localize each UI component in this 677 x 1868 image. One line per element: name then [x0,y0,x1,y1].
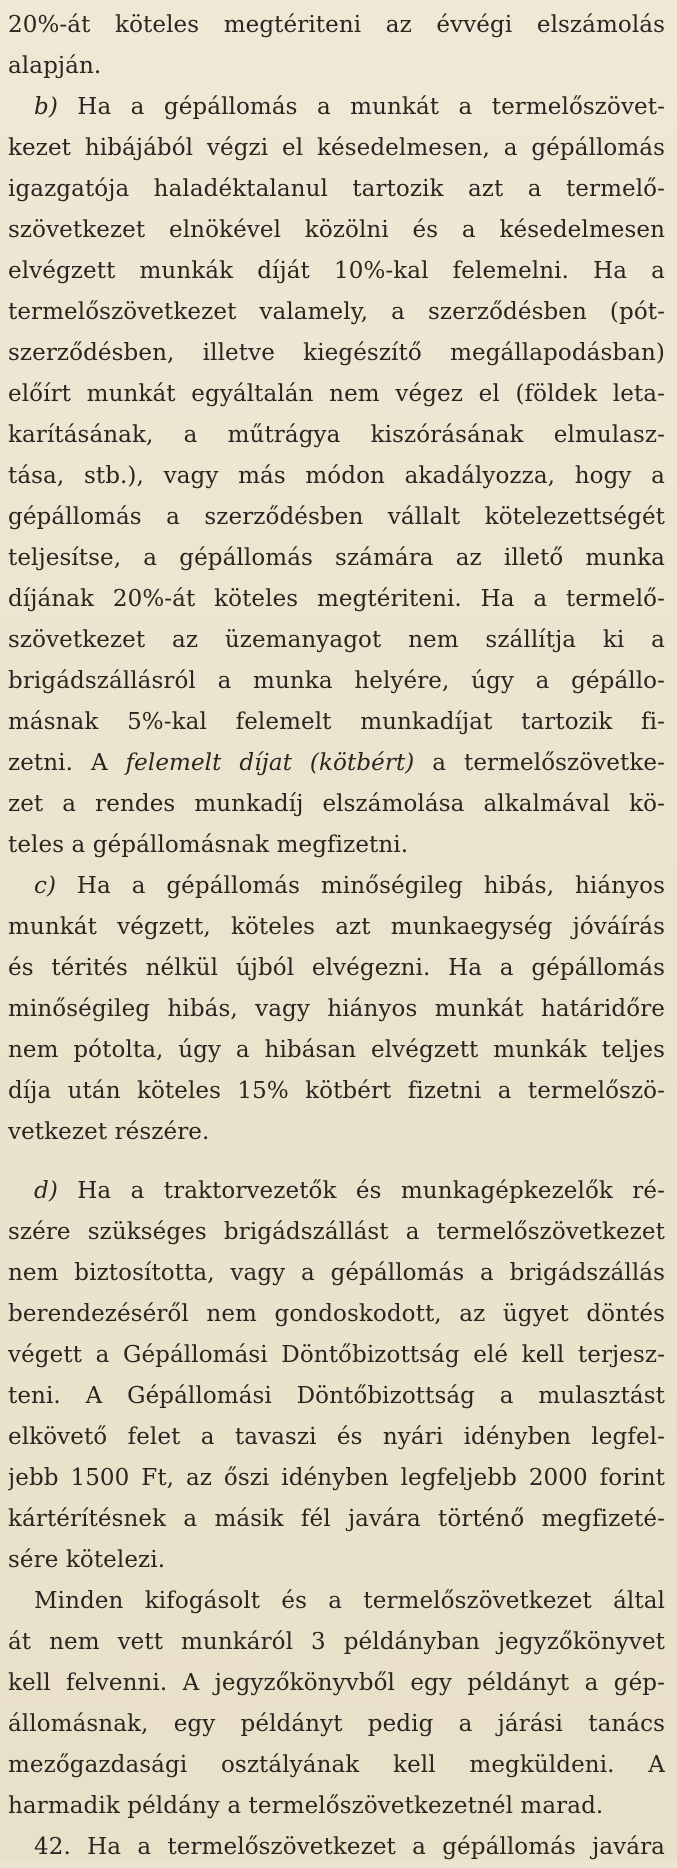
paragraph-spacer [8,1153,665,1171]
text-line: szövetkezet az üzemanyagot nem szállítja ki a [8,627,665,653]
text-line: szére szükséges brigádszállást a termelőszövetkezet [8,1219,665,1245]
text-line: teles a gépállomásnak megfizetni. [8,832,409,858]
text-line: tása, stb.), vagy más módon akadályozza, hogy a [8,463,665,489]
text-line: elvégzett munkák díját 10%-kal felemelni. Ha a [8,258,665,284]
italic-text: b) [34,94,58,120]
text-line: gépállomás a szerződésben vállalt kötelezettségét [8,504,665,530]
text-line: előírt munkát egyáltalán nem végez el (földek leta- [8,381,665,407]
text-line: brigádszállásról a munka helyére, úgy a gépállo- [8,668,665,694]
text-line: kezet hibájából végzi el késedelmesen, a gépállomás [8,135,665,161]
text-line: szerződésben, illetve kiegészítő megállapodásban) [8,340,665,366]
text-line: másnak 5%-kal felemelt munkadíjat tartozik fi- [8,709,665,735]
text-line: díja után köteles 15% kötbért fizetni a termelőszö- [8,1078,665,1104]
italic-text: felemelt díjat (kötbért) [125,750,415,776]
text-line: vetkezet részére. [8,1119,210,1145]
italic-text: d) [34,1178,58,1204]
text-line: állomásnak, egy példányt pedig a járási tanács [8,1711,665,1737]
text-line: zetni. A felemelt díjat (kötbért) a termelőszövetke- [8,750,665,776]
text-line: szövetkezet elnökével közölni és a késedelmesen [8,217,665,243]
text-line: berendezéséről nem gondoskodott, az ügyet döntés [8,1301,665,1327]
text-line: mezőgazdasági osztályának kell megküldeni. A [8,1752,665,1778]
text-line: sére kötelezi. [8,1547,166,1573]
text-line: c) Ha a gépállomás minőségileg hibás, hiányos [34,873,665,899]
italic-text: c) [34,873,57,899]
text-line: kell felvenni. A jegyzőkönyvből egy példányt a gép- [8,1670,665,1696]
text-line: alapján. [8,53,102,79]
paragraph-b [8,87,665,866]
text-line: át nem vett munkáról 3 példányban jegyzőkönyvet [8,1629,665,1655]
text-line: végett a Gépállomási Döntőbizottság elé kell terjesz- [8,1342,665,1368]
text-line: 20%-át köteles megtériteni az évvégi elszámolás [8,12,665,38]
text-line: teni. A Gépállomási Döntőbizottság a mulasztást [8,1383,665,1409]
text-line: és térités nélkül újból elvégezni. Ha a gépállomás [8,955,665,981]
paragraph-c [8,866,665,1153]
text-line: elkövető felet a tavaszi és nyári idényben legfel- [8,1424,665,1450]
paragraph-minden [8,1581,665,1827]
text-line: kártérítésnek a másik fél javára történő megfizeté- [8,1506,665,1532]
text-line: jebb 1500 Ft, az őszi idényben legfeljebb 2000 forint [8,1465,665,1491]
text-line: teljesítse, a gépállomás számára az illető munka [8,545,665,571]
text-line: harmadik példány a termelőszövetkezetnél marad. [8,1793,604,1819]
text-line: díjának 20%-át köteles megtériteni. Ha a termelő- [8,586,665,612]
text-line: termelőszövetkezet valamely, a szerződésben (pót- [8,299,665,325]
text-line: zet a rendes munkadíj elszámolása alkalmával kö- [8,791,665,817]
text-line: 42. Ha a termelőszövetkezet a gépállomás javára [34,1834,665,1860]
text-line: nem biztosította, vagy a gépállomás a brigádszállás [8,1260,665,1286]
paragraph-d [8,1171,665,1581]
text-line: Minden kifogásolt és a termelőszövetkezet által [34,1588,665,1614]
paragraph-intro [8,5,665,87]
text-line: minőségileg hibás, vagy hiányos munkát határidőre [8,996,665,1022]
text-line: igazgatója haladéktalanul tartozik azt a termelő- [8,176,665,202]
text-line: nem pótolta, úgy a hibásan elvégzett munkák teljes [8,1037,665,1063]
text-line: karításának, a műtrágya kiszórásának elmulasz- [8,422,665,448]
text-line: b) Ha a gépállomás a munkát a termelőszövet- [34,94,665,120]
text-line: munkát végzett, köteles azt munkaegység jóváírás [8,914,665,940]
text-line: d) Ha a traktorvezetők és munkagépkezelők ré- [34,1178,665,1204]
paragraph-42 [8,1827,665,1868]
